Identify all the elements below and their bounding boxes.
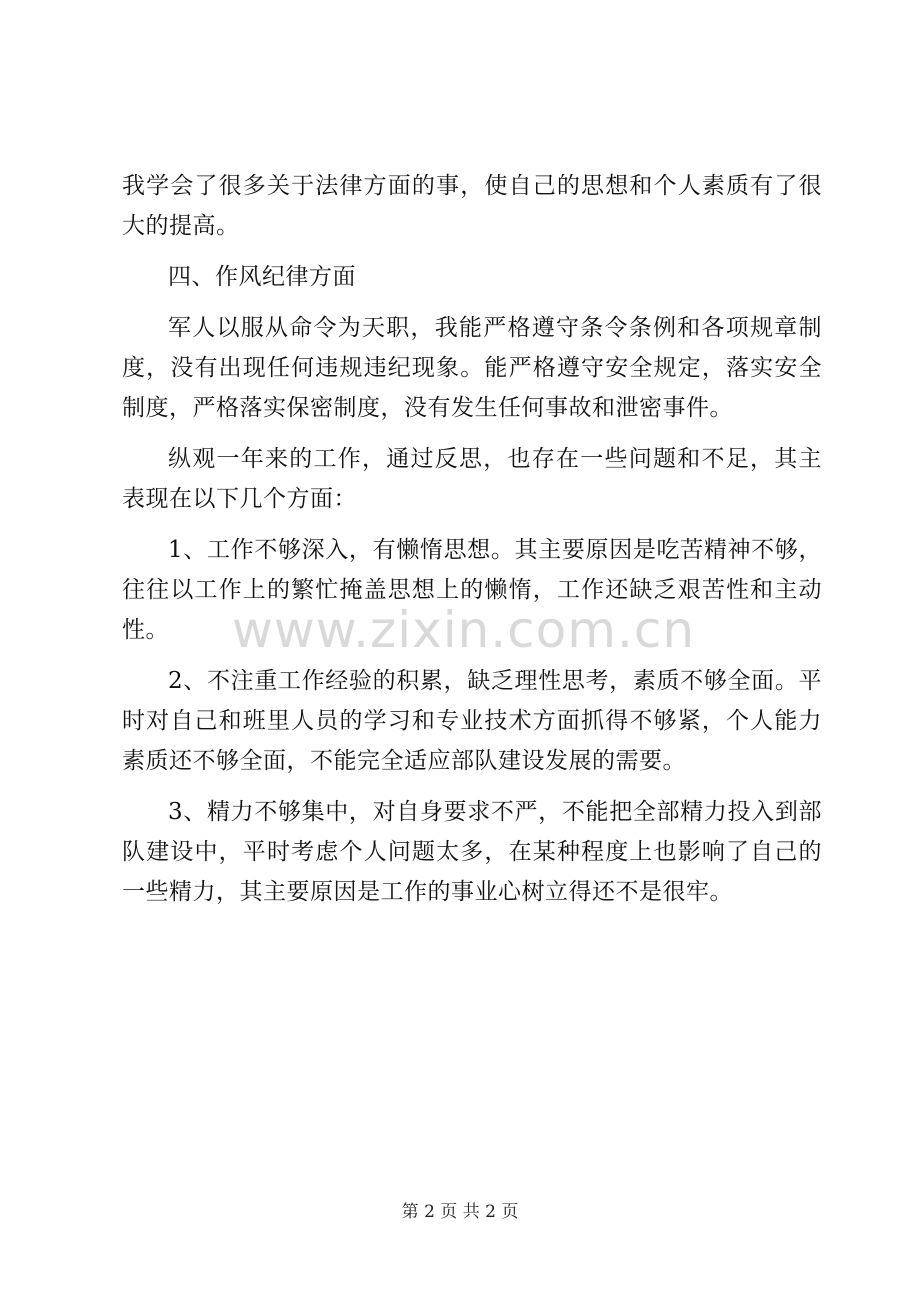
- list-item-2: 2、不注重工作经验的积累，缺乏理性思考，素质不够全面。平时对自己和班里人员的学习和专业技术方面抓得不够紧，个人能力素质还不够全面，不能完全适应部队建设发展的需要。: [122, 668, 822, 774]
- list-item-3: 3、精力不够集中，对自身要求不严，不能把全部精力投入到部队建设中，平时考虑个人问题太多，在某种程度上也影响了自己的一些精力，其主要原因是工作的事业心树立得还不是很牢。: [122, 799, 822, 905]
- page-footer: 第 2 页 共 2 页: [401, 1202, 519, 1222]
- paragraph-discipline: 军人以服从命令为天职，我能严格遵守条令条例和各项规章制度，没有出现任何违规违纪现象。能严格遵守安全规定，落实安全制度，严格落实保密制度，没有发生任何事故和泄密事件。: [122, 315, 822, 421]
- section-heading: 四、作风纪律方面: [168, 264, 356, 290]
- paragraph-shortcomings-intro: 纵观一年来的工作，通过反思，也存在一些问题和不足，其主表现在以下几个方面：: [122, 446, 822, 512]
- paragraph-continued: 我学会了很多关于法律方面的事，使自己的思想和个人素质有了很大的提高。: [122, 173, 822, 239]
- document-body: [122, 166, 822, 912]
- list-item-1: 1、工作不够深入，有懒惰思想。其主要原因是吃苦精神不够，往往以工作上的繁忙掩盖思想上的懒惰，工作还缺乏艰苦性和主动性。: [122, 537, 822, 643]
- watermark: www.zixin.com.cn: [232, 601, 696, 659]
